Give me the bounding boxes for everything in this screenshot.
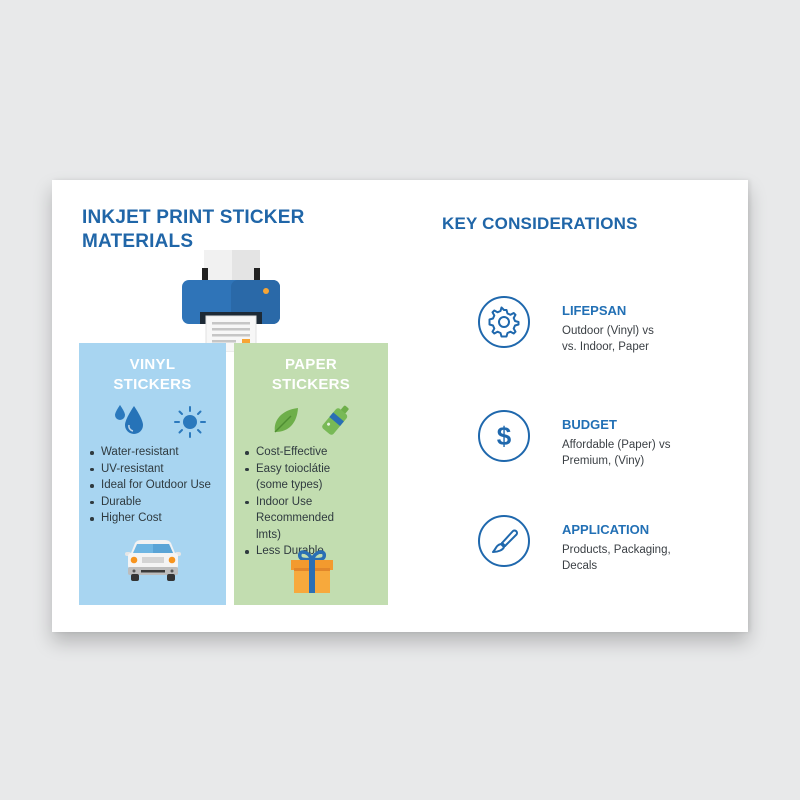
printer-icon: [182, 250, 280, 352]
feature-item: Cost-Effective: [242, 444, 386, 461]
paper-feature-list: [242, 444, 386, 560]
sun-icon: [173, 405, 207, 439]
consideration-budget: [478, 410, 738, 480]
feature-item: Water-resistant: [87, 444, 224, 461]
paper-icons: [234, 403, 388, 437]
application-description: Products, Packaging, Decals: [562, 544, 671, 572]
feature-item: Durable: [87, 494, 224, 511]
gear-icon: [478, 296, 530, 348]
dollar-icon: [478, 410, 530, 462]
consideration-application: [478, 515, 738, 585]
feature-item: Ideal for Outdoor Use: [87, 477, 224, 494]
vinyl-panel-title: VINYL STICKERS: [113, 356, 192, 393]
water-drop-icon: [113, 403, 147, 437]
svg-text:$: $: [496, 421, 512, 451]
consideration-lifespan: [478, 296, 738, 366]
feature-item: UV-resistant: [87, 461, 224, 478]
feature-item-continuation: (some types): [256, 479, 323, 491]
feature-item: Easy toioclátie: [242, 461, 386, 478]
glue-bottle-icon: [319, 403, 353, 437]
key-considerations-title: KEY CONSIDERATIONS: [442, 214, 638, 233]
budget-heading: BUDGET: [562, 417, 617, 432]
feature-item-continuation: lmts): [256, 528, 281, 541]
vinyl-icons: [79, 403, 226, 437]
budget-description: Affordable (Paper) vs Premium, (Viny): [562, 439, 671, 467]
car-icon: [123, 539, 183, 583]
feature-item: Higher Cost: [87, 510, 224, 527]
paper-panel-title: PAPER STICKERS: [271, 356, 351, 393]
gift-box-icon: [288, 547, 336, 595]
feature-item: Indoor Use Recommended: [242, 494, 386, 527]
lifespan-description: Outdoor (Vinyl) vs vs. Indoor, Paper: [562, 325, 654, 353]
paper-stickers-panel: [234, 343, 388, 605]
leaf-icon: [271, 405, 301, 435]
lifespan-heading: LIFEPSAN: [562, 303, 627, 318]
vinyl-stickers-panel: [79, 343, 226, 605]
application-heading: APPLICATION: [562, 522, 650, 537]
paintbrush-icon: [478, 515, 530, 567]
infographic-card: [52, 180, 748, 632]
main-title: INKJET PRINT STICKER MATERIALS: [82, 207, 305, 252]
vinyl-feature-list: [87, 444, 224, 527]
feature-item: Less Durable: [242, 543, 386, 560]
